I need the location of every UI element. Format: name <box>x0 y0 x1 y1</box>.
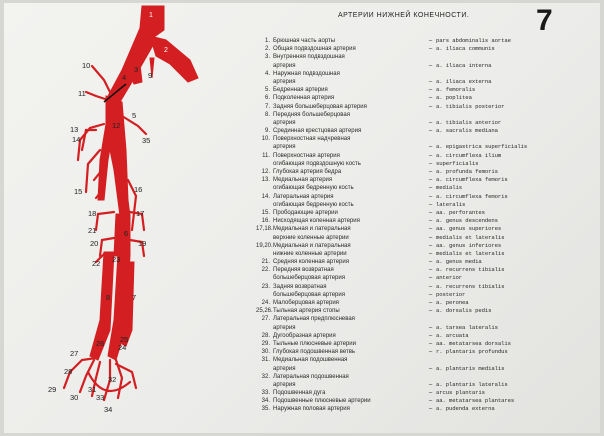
legend-dash: – <box>428 234 433 241</box>
legend-row <box>256 86 596 94</box>
legend-latin-name: a. circumflexa femoris <box>436 176 508 184</box>
legend-latin-name: aa. genus inferiores <box>436 241 502 249</box>
label-2: 2 <box>164 47 168 54</box>
legend-dash <box>425 356 436 364</box>
legend-latin-name: a. arcuata <box>436 331 469 339</box>
label-25: 25 <box>120 335 129 344</box>
legend-dash: – <box>428 332 433 339</box>
label-6: 6 <box>124 229 129 238</box>
legend-russian-name: Задняя возвратная <box>273 283 327 290</box>
legend-dash: – <box>428 160 433 167</box>
legend-row <box>256 119 596 127</box>
label-23: 23 <box>112 255 121 264</box>
legend-row <box>256 143 596 151</box>
legend-number <box>256 250 270 258</box>
legend-number: 33. <box>261 390 270 397</box>
legend-row <box>256 405 596 413</box>
legend-dash: – <box>428 406 433 413</box>
legend-number <box>256 274 270 282</box>
legend-number: 15. <box>261 209 270 216</box>
label-22: 22 <box>92 259 101 268</box>
legend-row <box>256 37 596 45</box>
legend-latin-name: a. plantaris lateralis <box>436 380 508 388</box>
legend-row <box>256 176 596 184</box>
legend-row <box>256 168 596 176</box>
legend-number: 19,20. <box>256 242 273 249</box>
legend-dash: – <box>428 152 433 159</box>
label-1: 1 <box>149 12 153 19</box>
legend-russian-name: большеберцовая артерия <box>273 291 345 298</box>
legend-number <box>256 160 270 168</box>
legend-latin-name: medialis et lateralis <box>436 233 505 241</box>
legend-number: 13. <box>261 177 270 184</box>
legend-dash: – <box>428 209 433 216</box>
legend-dash: – <box>428 242 433 249</box>
legend-number: 24. <box>261 300 270 306</box>
legend-dash: – <box>428 381 433 388</box>
legend-number: 1. <box>264 38 270 44</box>
legend-number: 10. <box>261 136 270 143</box>
label-24: 24 <box>118 343 127 352</box>
legend-latin-name: a. recurrens tibialis <box>436 266 505 274</box>
legend-row <box>256 348 596 356</box>
legend-russian-name: Медиальная подошвенная <box>273 357 348 364</box>
legend-row <box>256 94 596 102</box>
legend-number <box>256 119 270 127</box>
legend-latin-name: a. circumflexa femoris <box>436 192 508 200</box>
legend-russian-name: Глубокая подошвенная ветвь <box>273 349 356 356</box>
legend-russian-name: артерия <box>273 324 296 331</box>
legend-row <box>256 283 596 291</box>
legend-row <box>256 193 596 201</box>
legend-russian-name: Латеральная предплюсневая <box>273 316 355 323</box>
legend-number: 6. <box>264 95 270 102</box>
legend-russian-name: огибающая подвздошную кость <box>273 160 361 167</box>
label-28: 28 <box>64 367 73 376</box>
legend-row <box>256 103 596 111</box>
legend-row <box>256 373 596 381</box>
label-20: 20 <box>90 239 99 248</box>
legend-row <box>256 389 596 397</box>
label-11: 11 <box>78 89 86 98</box>
legend-row <box>256 274 596 282</box>
legend-latin-name: a. sacralis mediana <box>436 127 498 135</box>
legend-dash: – <box>428 398 433 405</box>
legend-dash <box>425 70 436 78</box>
legend-latin-name: a. peronea <box>436 299 469 306</box>
legend-number <box>256 78 270 86</box>
legend-latin-name: a. pudenda externa <box>436 405 495 413</box>
legend-latin-name: a. femoralis <box>436 86 476 94</box>
legend-number: 14. <box>261 193 270 200</box>
legend-number: 11. <box>262 152 270 159</box>
legend-russian-name: Поверхностная надчревная <box>273 136 351 143</box>
legend-dash: – <box>428 78 433 85</box>
legend-dash: – <box>428 349 433 356</box>
legend-dash: – <box>428 283 433 290</box>
legend-number: 35. <box>261 406 270 413</box>
legend-dash: – <box>428 144 433 151</box>
legend-russian-name: Поверхностная артерия <box>273 152 340 159</box>
legend-russian-name: Передняя большеберцовая <box>273 111 350 118</box>
legend-dash: – <box>428 275 433 282</box>
legend-dash: – <box>428 390 433 397</box>
label-3: 3 <box>134 65 139 74</box>
legend-row <box>256 62 596 70</box>
legend-number <box>256 201 270 209</box>
legend-russian-name: Глубокая артерия бедра <box>273 169 342 175</box>
label-33: 33 <box>96 393 105 402</box>
legend-latin-name: medialis et lateralis <box>436 249 505 257</box>
legend-russian-name: верхние коленные артерии <box>273 234 349 241</box>
legend-number <box>256 324 270 332</box>
legend-russian-name: Медиальная артерия <box>273 177 333 184</box>
legend-latin-name: a. profunda femoris <box>436 168 498 175</box>
legend-dash: – <box>428 324 433 331</box>
legend-russian-name: Бедренная артерия <box>273 87 328 94</box>
legend-number <box>256 234 270 242</box>
legend-russian-name: огибающая бедренную кость <box>273 185 354 192</box>
legend-number: 7. <box>264 103 270 110</box>
legend-latin-name: a. tibialis posterior <box>436 102 505 110</box>
legend-row <box>256 365 596 373</box>
legend-row <box>256 242 596 250</box>
legend-number <box>256 184 270 192</box>
legend-latin-name: a. tibialis anterior <box>436 118 502 126</box>
legend-dash: – <box>428 259 433 266</box>
legend-row <box>256 397 596 405</box>
legend-number: 27. <box>261 316 270 323</box>
legend-row <box>256 201 596 209</box>
legend-dash <box>425 53 436 61</box>
legend-row <box>256 291 596 299</box>
legend-russian-name: артерия <box>273 78 296 85</box>
label-30: 30 <box>70 393 79 402</box>
legend-row <box>256 266 596 274</box>
legend-latin-name: a. genus descendens <box>436 217 498 225</box>
legend-dash: – <box>428 308 433 315</box>
legend-latin-name: pars abdominalis aortae <box>436 37 511 44</box>
label-14: 14 <box>72 135 81 144</box>
legend-dash <box>425 111 436 119</box>
label-16: 16 <box>134 185 143 194</box>
legend-row <box>256 127 596 135</box>
label-8: 8 <box>106 293 111 302</box>
label-15: 15 <box>74 187 83 196</box>
legend-number: 4. <box>264 70 270 77</box>
legend-number: 25,26. <box>256 308 273 315</box>
superficial-epigastric-artery <box>92 66 112 96</box>
legend-russian-name: Подколенная артерия <box>273 95 335 102</box>
legend-russian-name: Нисходящая коленная артерия <box>273 218 360 225</box>
legend-row <box>256 356 596 364</box>
legend-row <box>256 53 596 61</box>
legend-dash <box>425 135 436 143</box>
legend-dash: – <box>428 365 433 372</box>
legend-russian-name: Задняя большеберцовая артерия <box>273 103 367 110</box>
legend-row <box>256 111 596 119</box>
label-19: 19 <box>138 239 147 248</box>
legend-number: 12. <box>261 169 270 175</box>
legend-latin-name: a. circumflexa ilium <box>436 151 502 159</box>
legend-dash: – <box>428 38 433 44</box>
label-21: 21 <box>88 226 97 235</box>
legend-number: 17,18. <box>256 226 273 233</box>
legend-dash: – <box>428 218 433 225</box>
legend-dash: – <box>428 340 433 347</box>
label-32: 32 <box>108 375 117 384</box>
label-9: 9 <box>148 71 153 80</box>
legend-latin-name: a. poplitea <box>436 94 472 102</box>
label-13: 13 <box>70 125 79 134</box>
legend-dash <box>425 315 436 323</box>
legend-row <box>256 70 596 78</box>
legend-dash: – <box>428 95 433 102</box>
legend-row <box>256 332 596 340</box>
legend-row <box>256 225 596 233</box>
label-5: 5 <box>132 111 137 120</box>
legend-dash: – <box>428 185 433 192</box>
legend-number: 8. <box>264 111 270 118</box>
legend-dash: – <box>428 62 433 69</box>
legend-number <box>256 62 270 70</box>
plate-number: 7 <box>536 4 553 37</box>
legend-row <box>256 324 596 332</box>
legend-dash: – <box>428 193 433 200</box>
legend-row <box>256 135 596 143</box>
legend-russian-name: Срединная крестцовая артерия <box>273 128 362 135</box>
legend-number: 28. <box>261 332 270 339</box>
label-34: 34 <box>104 405 113 414</box>
legend-dash: – <box>428 103 433 110</box>
poster-title: АРТЕРИИ НИЖНЕЙ КОНЕЧНОСТИ. <box>338 12 470 19</box>
legend-number <box>256 381 270 389</box>
label-18: 18 <box>88 209 97 218</box>
legend-number <box>256 365 270 373</box>
legend-dash: – <box>428 128 433 135</box>
legend-russian-name: Наружная половая артерия <box>273 406 350 413</box>
legend-latin-name: aa. perforantes <box>436 208 485 216</box>
legend-latin-name: lateralis <box>436 200 466 208</box>
label-7: 7 <box>132 293 137 302</box>
legend-russian-name: артерия <box>273 365 296 372</box>
legend-latin-name: superficialis <box>436 159 479 167</box>
legend-row <box>256 209 596 217</box>
external-iliac-artery <box>108 28 156 102</box>
legend-latin-name: a. recurrens tibialis <box>436 282 505 290</box>
legend-russian-name: Наружная подвздошная <box>273 70 340 77</box>
label-4: 4 <box>122 73 127 82</box>
legend-russian-name: Брюшная часть аорты <box>273 38 336 44</box>
legend-number: 23. <box>261 283 270 290</box>
legend-row <box>256 184 596 192</box>
legend-dash: – <box>428 291 433 298</box>
legend-latin-name: arcus plantaris <box>436 389 485 397</box>
legend-latin-name: a. iliaca externa <box>436 77 492 85</box>
legend-number: 32. <box>261 373 270 380</box>
superficial-circumflex-iliac-artery <box>86 92 108 100</box>
legend-number: 5. <box>264 87 270 94</box>
legend-row <box>256 315 596 323</box>
legend-latin-name: a. plantaris medialis <box>436 364 505 372</box>
legend-row <box>256 78 596 86</box>
legend-number: 16. <box>261 218 270 225</box>
common-iliac-artery <box>150 36 198 82</box>
legend-russian-name: Прободающие артерии <box>273 209 338 216</box>
label-35: 35 <box>142 136 151 145</box>
legend-russian-name: Медиальная и латеральная <box>273 226 351 233</box>
medial-circumflex-femoral-artery <box>82 130 96 150</box>
label-29: 29 <box>48 385 57 394</box>
legend-russian-name: артерия <box>273 62 296 69</box>
legend-row <box>256 217 596 225</box>
legend-number: 2. <box>264 46 270 53</box>
legend-dash: – <box>428 119 433 126</box>
legend-russian-name: Тыльная артерия стопы <box>273 308 340 315</box>
legend-dash: – <box>428 300 433 306</box>
legend-dash: – <box>428 250 433 257</box>
legend-russian-name: Общая подвздошная артерия <box>273 46 356 53</box>
legend-number <box>256 143 270 151</box>
legend-latin-name: posterior <box>436 290 466 298</box>
label-27: 27 <box>70 349 79 358</box>
legend-russian-name: Средняя коленная артерия <box>273 259 349 266</box>
legend-russian-name: Подошвенные плюсневые артерии <box>273 398 371 405</box>
legend-russian-name: Передняя возвратная <box>273 267 334 274</box>
legend-latin-name: anterior <box>436 274 463 282</box>
legend-latin-name: r. plantaris profundus <box>436 348 508 356</box>
label-10: 10 <box>82 61 91 70</box>
legend-dash: – <box>428 169 433 175</box>
legend-number: 31. <box>261 357 270 364</box>
legend-russian-name: большеберцовая артерия <box>273 275 345 282</box>
legend-row <box>256 340 596 348</box>
legend-russian-name: Малоберцовая артерия <box>273 300 339 306</box>
legend-dash: – <box>428 267 433 274</box>
legend-russian-name: артерия <box>273 144 296 151</box>
legend-russian-name: Медиальная и латеральная <box>273 242 351 249</box>
legend-russian-name: Тыльные плюсневые артерии <box>273 340 356 347</box>
legend-dash: – <box>428 201 433 208</box>
legend-row <box>256 45 596 53</box>
legend-russian-name: Дугообразная артерия <box>273 332 336 339</box>
legend-dash: – <box>428 46 433 53</box>
legend-russian-name: огибающая бедренную кость <box>273 201 354 208</box>
legend-latin-name: a. tarsea lateralis <box>436 323 498 331</box>
legend-latin-name: a. iliaca communis <box>436 45 495 53</box>
legend-row <box>256 307 596 315</box>
label-31: 31 <box>88 385 97 394</box>
legend-number: 34. <box>261 398 270 405</box>
label-17: 17 <box>136 209 145 218</box>
legend-row <box>256 381 596 389</box>
legend-latin-name: aa. metatarsea dorsalis <box>436 339 511 347</box>
legend-russian-name: Подошвенная дуга <box>273 390 326 397</box>
legend-dash: – <box>428 87 433 94</box>
label-12: 12 <box>112 121 121 130</box>
legend-dash <box>425 373 436 381</box>
legend-russian-name: Латеральная артерия <box>273 193 334 200</box>
legend-russian-name: Внутренняя подвздошная <box>273 54 345 61</box>
legend-dash: – <box>428 226 433 233</box>
legend-number: 3. <box>264 54 270 61</box>
legend-row <box>256 250 596 258</box>
legend-number <box>256 291 270 299</box>
legend-row <box>256 299 596 307</box>
legend-dash: – <box>428 177 433 184</box>
legend-list <box>256 37 596 414</box>
label-26: 26 <box>96 339 105 348</box>
legend-russian-name: Латеральная подошвенная <box>273 373 349 380</box>
legend-number: 21. <box>261 259 270 266</box>
legend-russian-name: нижние коленные артерии <box>273 250 347 257</box>
legend-number: 29. <box>261 340 270 347</box>
legend-latin-name: a. iliaca interna <box>436 61 492 69</box>
legend-number: 30. <box>261 349 270 356</box>
legend-latin-name: medialis <box>436 184 463 192</box>
legend-row <box>256 160 596 168</box>
legend-latin-name: a. dorsalis pedis <box>436 307 492 315</box>
legend-latin-name: a. genus media <box>436 258 482 266</box>
legend-row <box>256 234 596 242</box>
legend-row <box>256 152 596 160</box>
legend-number: 22. <box>261 267 270 274</box>
legend-russian-name: артерия <box>273 119 296 126</box>
legend-latin-name: aa. metatarsea plantares <box>436 397 515 405</box>
legend-latin-name: a. epigastrica superficialis <box>436 143 528 151</box>
legend-number: 9. <box>264 128 270 135</box>
legend-russian-name: артерия <box>273 381 296 388</box>
legend-latin-name: aa. genus superiores <box>436 225 502 233</box>
legend-row <box>256 258 596 266</box>
